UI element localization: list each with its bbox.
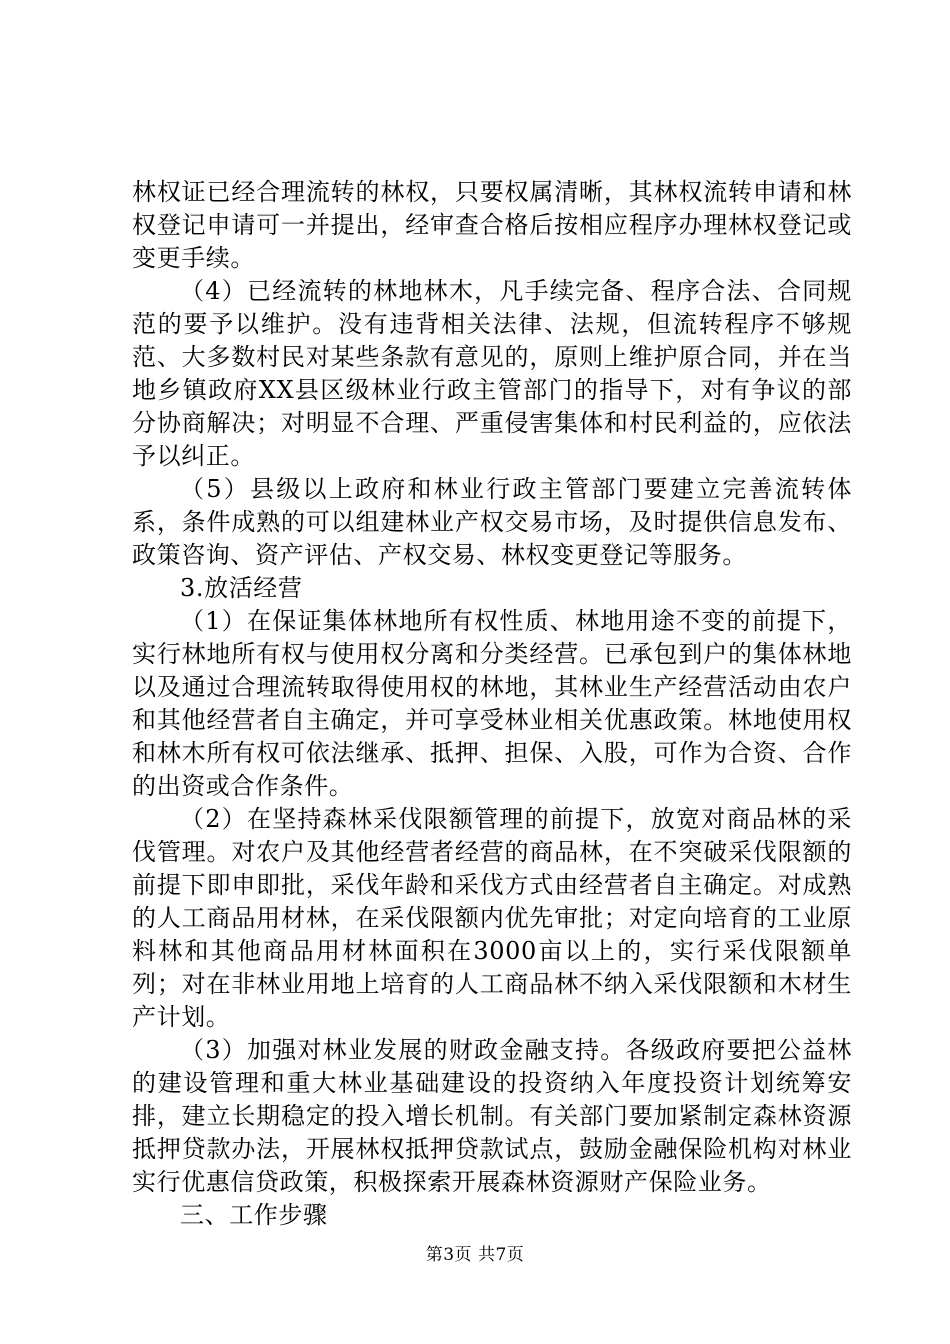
- paragraph-continuation: 林权证已经合理流转的林权，只要权属清晰，其林权流转申请和林权登记申请可一并提出，经审查合格后按相应程序办理林权登记或变更手续。: [132, 178, 852, 272]
- section-heading-3: 3.放活经营: [180, 574, 303, 602]
- paragraph-item-1: （1）在保证集体林地所有权性质、林地用途不变的前提下，实行林地所有权与使用权分离和分类经营。已承包到户的集体林地以及通过合理流转取得使用权的林地，其林业生产经营活动由农户和其他经营者自主确定，并可享受林业相关优惠政策。林地使用权和林木所有权可依法继承、抵押、担保、入股，可作为合资、合作的出资或合作条件。: [132, 607, 852, 800]
- body-text: [132, 176, 852, 1232]
- paragraph-item-2: （2）在坚持森林采伐限额管理的前提下，放宽对商品林的采伐管理。对农户及其他经营者经营的商品林，在不突破采伐限额的前提下即申即批，采伐年龄和采伐方式由经营者自主确定。对成熟的人工商品用材林，在采伐限额内优先审批；对定向培育的工业原料林和其他商品用材林面积在3000亩以上的，实行采伐限额单列；对在非林业用地上培育的人工商品林不纳入采伐限额和木材生产计划。: [132, 805, 852, 1031]
- page-footer: 第3页 共7页: [425, 1245, 525, 1265]
- section-heading-work-steps: 三、工作步骤: [180, 1201, 328, 1229]
- paragraph-item-5: （5）县级以上政府和林业行政主管部门要建立完善流转体系，条件成熟的可以组建林业产权交易市场，及时提供信息发布、政策咨询、资产评估、产权交易、林权变更登记等服务。: [132, 475, 852, 569]
- paragraph-item-4: （4）已经流转的林地林木，凡手续完备、程序合法、合同规范的要予以维护。没有违背相关法律、法规，但流转程序不够规范、大多数村民对某些条款有意见的，原则上维护原合同，并在当地乡镇政府XX县区级林业行政主管部门的指导下，对有争议的部分协商解决；对明显不合理、严重侵害集体和村民利益的，应依法予以纠正。: [132, 277, 852, 470]
- paragraph-item-3: （3）加强对林业发展的财政金融支持。各级政府要把公益林的建设管理和重大林业基础建设的投资纳入年度投资计划统筹安排，建立长期稳定的投入增长机制。有关部门要加紧制定森林资源抵押贷款办法，开展林权抵押贷款试点，鼓励金融保险机构对林业实行优惠信贷政策，积极探索开展森林资源财产保险业务。: [132, 1036, 852, 1196]
